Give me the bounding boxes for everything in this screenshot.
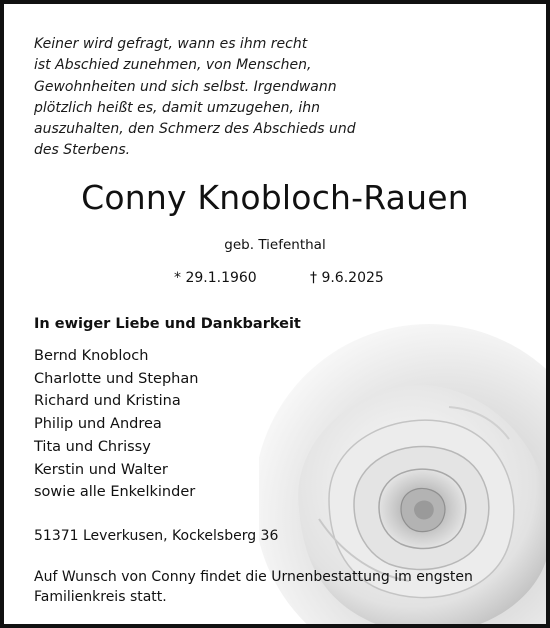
poem-line: plötzlich heißt es, damit umzugehen, ihn: [34, 99, 320, 116]
birth-name: geb. Tiefenthal: [224, 237, 326, 253]
birth-date: * 29.1.1960: [174, 270, 257, 286]
death-date: † 9.6.2025: [310, 270, 384, 286]
address: 51371 Leverkusen, Kockelsberg 36: [34, 528, 279, 544]
poem-line: auszuhalten, den Schmerz des Abschieds und: [34, 121, 356, 138]
list-item: Kerstin und Walter: [34, 461, 168, 478]
list-item: Tita und Chrissy: [34, 438, 151, 455]
poem-line: Gewohnheiten und sich selbst. Irgendwann: [34, 78, 337, 95]
list-item: Charlotte und Stephan: [34, 370, 199, 387]
poem: [34, 34, 356, 162]
poem-line: des Sterbens.: [34, 142, 131, 159]
dedication: In ewiger Liebe und Dankbarkeit: [34, 316, 301, 332]
list-item: sowie alle Enkelkinder: [34, 484, 196, 501]
mourners-list: [34, 345, 198, 504]
poem-line: ist Abschied zunehmen, von Menschen,: [34, 57, 312, 74]
list-item: Philip und Andrea: [34, 416, 162, 433]
list-item: Richard und Kristina: [34, 393, 181, 410]
poem-line: Keiner wird gefragt, wann es ihm recht: [34, 36, 308, 52]
funeral-notice: Auf Wunsch von Conny findet die Urnenbestattung im engsten Familienkreis statt.: [34, 569, 473, 605]
deceased-name: Conny Knobloch-Rauen: [81, 178, 469, 217]
list-item: Bernd Knobloch: [34, 348, 149, 364]
